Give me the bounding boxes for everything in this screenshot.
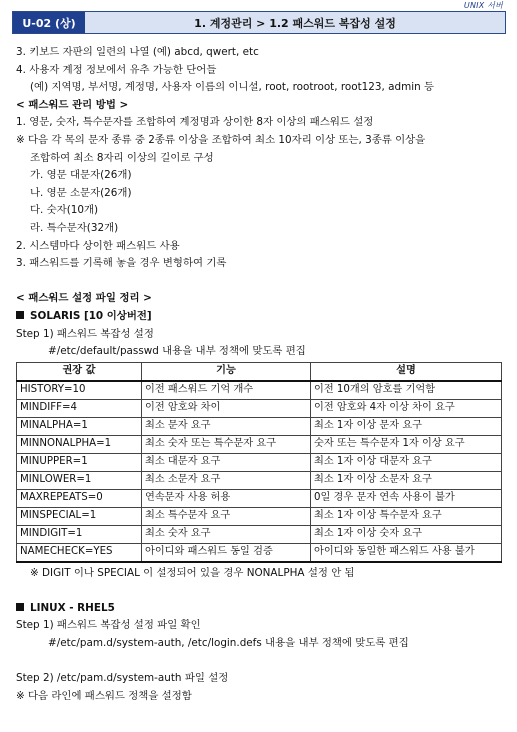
path-line: #/etc/default/passwd 내용을 내부 정책에 맞도록 편집 <box>48 345 306 358</box>
table-row <box>17 507 502 525</box>
file-heading: < 패스워드 설정 파일 정리 > <box>16 292 152 305</box>
param-description-cell: 이전 10개의 암호를 기억함 <box>311 381 502 400</box>
param-description-cell: 최소 1자 이상 소문자 요구 <box>311 471 502 489</box>
param-function-cell: 최소 숫자 요구 <box>142 525 311 543</box>
text-line: 조합하여 최소 8자리 이상의 길이로 구성 <box>30 151 214 164</box>
param-value-cell: MINDIFF=4 <box>17 399 142 417</box>
param-value-cell: MINUPPER=1 <box>17 453 142 471</box>
param-description-cell: 최소 1자 이상 특수문자 요구 <box>311 507 502 525</box>
linux-heading-text: LINUX - RHEL5 <box>30 601 115 614</box>
mgmt-heading: < 패스워드 관리 방법 > <box>16 98 129 111</box>
text-line: 1. 영문, 숫자, 특수문자를 조합하여 계정명과 상이한 8자 이상의 패스워드 설정 <box>16 116 374 129</box>
table-row <box>17 399 502 417</box>
param-function-cell: 이전 패스워드 기억 개수 <box>142 381 311 400</box>
param-value-cell: MINNONALPHA=1 <box>17 435 142 453</box>
text-line: ※ 다음 각 목의 문자 종류 중 2종류 이상을 조합하여 최소 10자리 이상 또는, 3종류 이상을 <box>16 133 426 146</box>
solaris-heading-text: SOLARIS [10 이상버전] <box>30 309 152 322</box>
param-function-cell: 연속문자 사용 허용 <box>142 489 311 507</box>
text-line: (예) 지역명, 부서명, 계정명, 사용자 이름의 이니셜, root, rootroot, root123, admin 등 <box>30 81 435 94</box>
param-description-cell: 최소 1자 이상 숫자 요구 <box>311 525 502 543</box>
param-function-cell: 최소 숫자 또는 특수문자 요구 <box>142 435 311 453</box>
param-value-cell: MINALPHA=1 <box>17 417 142 435</box>
text-line: 3. 패스워드를 기록해 놓을 경우 변형하여 기록 <box>16 257 227 270</box>
step-line: Step 2) /etc/pam.d/system-auth 파일 설정 <box>16 672 229 685</box>
step-line: Step 1) 패스워드 복잡성 설정 파일 확인 <box>16 619 201 632</box>
text-line: 3. 키보드 자판의 일련의 나열 (예) abcd, qwert, etc <box>16 46 259 58</box>
path-line: #/etc/pam.d/system-auth, /etc/login.defs 내용을 내부 정책에 맞도록 편집 <box>48 637 409 650</box>
param-function-cell: 이전 암호와 차이 <box>142 399 311 417</box>
param-description-cell: 이전 암호와 4자 이상 차이 요구 <box>311 399 502 417</box>
param-function-cell: 최소 소문자 요구 <box>142 471 311 489</box>
text-line: 가. 영문 대문자(26개) <box>30 169 132 182</box>
document-body <box>16 44 506 705</box>
table-row <box>17 417 502 435</box>
param-value-cell: NAMECHECK=YES <box>17 543 142 562</box>
square-bullet-icon <box>16 311 24 319</box>
text-line: 다. 숫자(10개) <box>30 204 99 217</box>
param-value-cell: MAXREPEATS=0 <box>17 489 142 507</box>
linux-heading <box>16 600 506 618</box>
table-row <box>17 543 502 562</box>
text-line: 4. 사용자 계정 정보에서 유추 가능한 단어들 <box>16 63 217 76</box>
column-header: 기능 <box>142 362 311 381</box>
param-function-cell: 최소 문자 요구 <box>142 417 311 435</box>
param-value-cell: HISTORY=10 <box>17 381 142 400</box>
table-row <box>17 489 502 507</box>
param-function-cell: 최소 특수문자 요구 <box>142 507 311 525</box>
blank-line <box>16 653 506 671</box>
item-code-badge: U-02 (상) <box>13 12 85 33</box>
document-category-label: UNIX 서버 <box>463 1 503 10</box>
param-value-cell: MINSPECIAL=1 <box>17 507 142 525</box>
table-row <box>17 435 502 453</box>
section-header <box>12 11 506 34</box>
text-line: 2. 시스템마다 상이한 패스워드 사용 <box>16 239 180 252</box>
table-header-row <box>17 362 502 381</box>
square-bullet-icon <box>16 603 24 611</box>
param-value-cell: MINLOWER=1 <box>17 471 142 489</box>
text-line: 나. 영문 소문자(26개) <box>30 186 132 199</box>
param-description-cell: 아이디와 동일한 패스워드 사용 불가 <box>311 543 502 562</box>
column-header: 권장 값 <box>17 362 142 381</box>
param-value-cell: MINDIGIT=1 <box>17 525 142 543</box>
param-function-cell: 아이디와 패스워드 동일 검증 <box>142 543 311 562</box>
solaris-param-table <box>16 362 502 563</box>
section-title: 1. 계정관리 > 1.2 패스워드 복잡성 설정 <box>85 12 505 33</box>
param-function-cell: 최소 대문자 요구 <box>142 453 311 471</box>
table-row <box>17 525 502 543</box>
solaris-heading <box>16 308 506 326</box>
table-row <box>17 453 502 471</box>
param-description-cell: 0일 경우 문자 연속 사용이 불가 <box>311 489 502 507</box>
column-header: 설명 <box>311 362 502 381</box>
text-line: 라. 특수문자(32개) <box>30 221 119 234</box>
table-row <box>17 381 502 400</box>
step-line: Step 1) 패스워드 복잡성 설정 <box>16 327 154 340</box>
note-line: ※ 다음 라인에 패스워드 정책을 설정함 <box>16 689 192 702</box>
table-note: ※ DIGIT 이나 SPECIAL 이 설정되어 있을 경우 NONALPHA 설정 안 됨 <box>30 566 355 579</box>
blank-line <box>16 582 506 600</box>
param-description-cell: 숫자 또는 특수문자 1자 이상 요구 <box>311 435 502 453</box>
param-description-cell: 최소 1자 이상 대문자 요구 <box>311 453 502 471</box>
param-description-cell: 최소 1자 이상 문자 요구 <box>311 417 502 435</box>
blank-line <box>16 273 506 291</box>
table-row <box>17 471 502 489</box>
